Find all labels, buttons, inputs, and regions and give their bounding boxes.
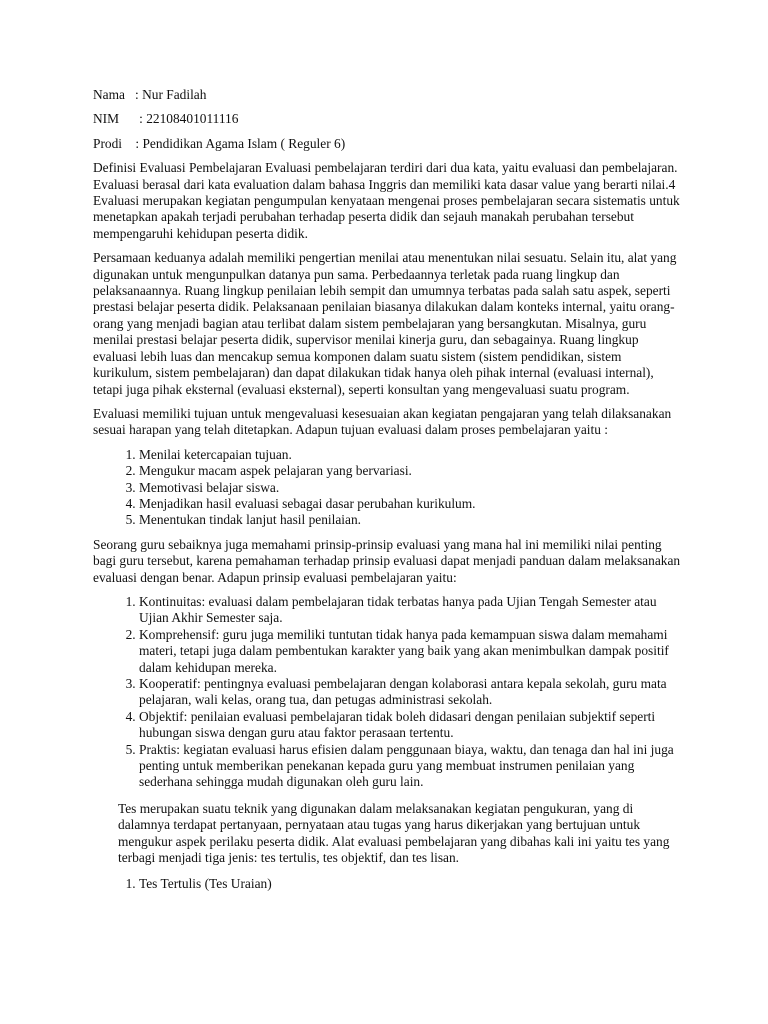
prodi-line — [93, 136, 683, 152]
list-item: 3. Kooperatif: pentingnya evaluasi pembelajaran dengan kolaborasi antara kepala sekolah, guru mata pelajaran, wali kelas, orang tua, dan petugas administrasi sekolah. — [139, 676, 683, 709]
principles-intro-paragraph: Seorang guru sebaiknya juga memahami prinsip-prinsip evaluasi yang mana hal ini memiliki nilai penting bagi guru tersebut, karena pemahaman terhadap prinsip evaluasi dapat menjadi panduan dalam melaksanakan evaluasi dengan benar. Adapun prinsip evaluasi pembelajaran yaitu: — [93, 536, 681, 585]
list-item: 4. Objektif: penilaian evaluasi pembelajaran tidak boleh didasari dengan penilaian subjektif seperti hubungan siswa dengan guru atau faktor perasaan tertentu. — [139, 709, 683, 742]
list-item: 5. Praktis: kegiatan evaluasi harus efisien dalam penggunaan biaya, waktu, dan tenaga dan hal ini juga penting untuk memberikan penekanan kepada guru yang membuat instrumen penilaian yang sederhana sehingga mudah digunakan oleh guru lain. — [139, 742, 683, 791]
name-line — [93, 87, 683, 103]
list-item: 5. Menentukan tindak lanjut hasil penilaian. — [139, 512, 683, 528]
list-item: 2. Komprehensif: guru juga memiliki tuntutan tidak hanya pada kemampuan siswa dalam memahami materi, tetapi juga dalam pembentukan karakter yang baik yang akan menimbulkan dampak positif dalam kehidupan mereka. — [139, 627, 683, 676]
prodi-label: Prodi — [93, 135, 123, 151]
list-item: 3. Memotivasi belajar siswa. — [139, 480, 683, 496]
name-label: Nama — [93, 87, 125, 102]
list-item: 1. Menilai ketercapaian tujuan. — [139, 447, 683, 463]
list-item: 4. Menjadikan hasil evaluasi sebagai dasar perubahan kurikulum. — [139, 496, 683, 512]
definition-paragraph: Definisi Evaluasi Pembelajaran Evaluasi pembelajaran terdiri dari dua kata, yaitu evaluasi dan pembelajaran. Evaluasi berasal dari kata evaluation dalam bahasa Inggris dan memiliki kata dasar value yang berarti nilai.4 Evaluasi merupakan kegiatan pengumpulan kenyataan mengenai proses pembelajaran secara sistematis untuk menetapkan apakah terjadi perubahan terhadap peserta didik dan sejauh manakah perubahan tersebut mempengaruhi kehidupan peserta didik. — [93, 160, 680, 241]
nim-label: NIM — [93, 111, 120, 127]
nim-line — [93, 111, 683, 127]
list-item: 2. Mengukur macam aspek pelajaran yang bervariasi. — [139, 463, 683, 479]
goals-list — [93, 447, 683, 529]
tes-types-list — [93, 876, 683, 892]
document-body — [93, 87, 683, 901]
list-item: 1. Tes Tertulis (Tes Uraian) — [139, 876, 683, 892]
nim-value: : 22108401011116 — [139, 111, 239, 127]
name-value: : Nur Fadilah — [135, 87, 207, 102]
principles-list — [93, 594, 683, 791]
prodi-value: : Pendidikan Agama Islam ( Reguler 6) — [135, 135, 346, 151]
list-item: 1. Kontinuitas: evaluasi dalam pembelajaran tidak terbatas hanya pada Ujian Tengah Semester atau Ujian Akhir Semester saja. — [139, 594, 683, 627]
tes-paragraph: Tes merupakan suatu teknik yang digunakan dalam melaksanakan kegiatan pengukuran, yang di dalamnya terdapat pertanyaan, pernyataan atau tugas yang harus dikerjakan yang bertujuan untuk mengukur aspek perilaku peserta didik. Alat evaluasi pembelajaran yang dibahas kali ini yaitu tes yang terbagi menjadi tiga jenis: tes tertulis, tes objektif, dan tes lisan. — [118, 800, 670, 866]
goals-intro-paragraph: Evaluasi memiliki tujuan untuk mengevaluasi kesesuaian akan kegiatan pengajaran yang telah dilaksanakan sesuai harapan yang telah ditetapkan. Adapun tujuan evaluasi dalam proses pembelajaran yaitu : — [93, 405, 672, 438]
comparison-paragraph: Persamaan keduanya adalah memiliki pengertian menilai atau menentukan nilai sesuatu. Selain itu, alat yang digunakan untuk mengunpulkan datanya pun sama. Perbedaannya terletak pada ruang lingkup dan pelaksanaannya. Ruang lingkup penilaian lebih sempit dan umumnya terbatas pada salah satu aspek, seperti prestasi belajar peserta didik. Pelaksanaan penilaian biasanya dilakukan dalam konteks internal, yaitu orang-orang yang menjadi bagian atau terlibat dalam sistem pembelajaran yang bersangkutan. Misalnya, guru menilai prestasi belajar peserta didik, supervisor menilai kinerja guru, dan sebagainya. Ruang lingkup evaluasi lebih luas dan mencakup semua komponen dalam suatu sistem (sistem pendidikan, sistem kurikulum, sistem pembelajaran) dan dapat dilakukan tidak hanya oleh pihak internal (evaluasi internal), tetapi juga pihak eksternal (evaluasi eksternal), seperti konsultan yang mengevaluasi suatu program. — [93, 250, 677, 397]
